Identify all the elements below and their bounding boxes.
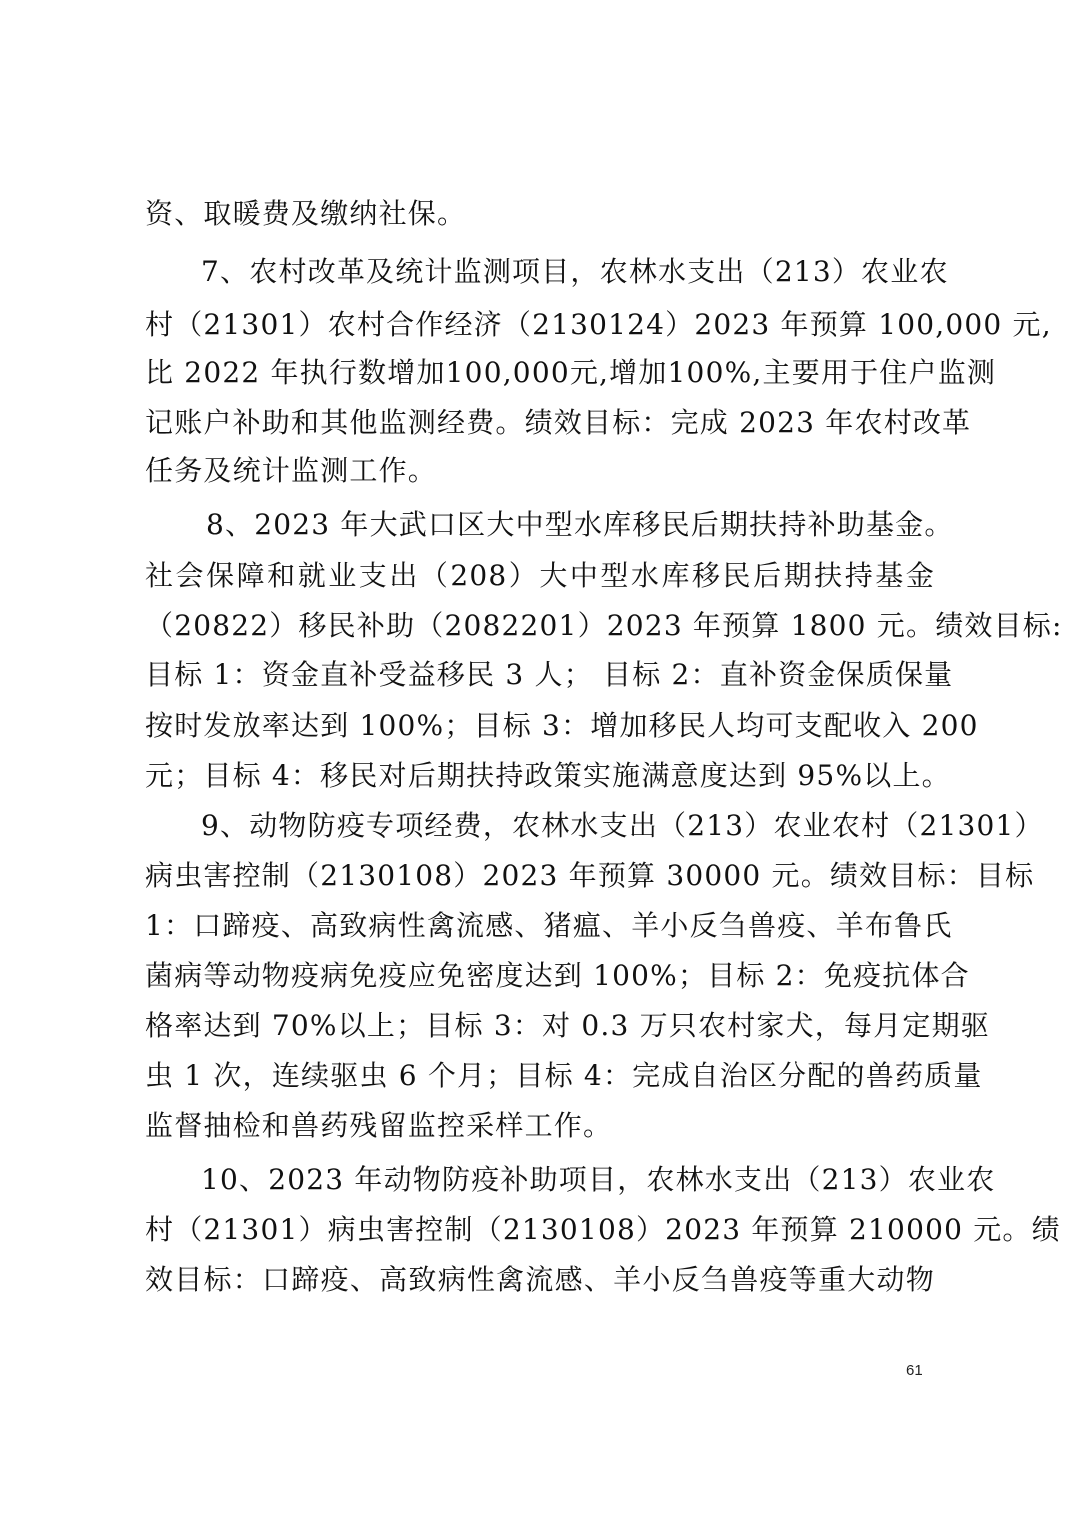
text-line: 资、取暖费及缴纳社保。 xyxy=(145,197,467,230)
text-line: 村（21301）病虫害控制（2130108）2023 年预算 210000 元。绩 xyxy=(145,1213,1061,1246)
text-line: 格率达到 70%以上；目标 3：对 0.3 万只农村家犬，每月定期驱 xyxy=(145,1009,990,1042)
text-line: 8、2023 年大武口区大中型水库移民后期扶持补助基金。 xyxy=(206,508,954,541)
text-line: 1：口蹄疫、高致病性禽流感、猪瘟、羊小反刍兽疫、羊布鲁氏 xyxy=(145,909,953,942)
text-line: 7、农村改革及统计监测项目，农林水支出（213）农业农 xyxy=(201,255,949,288)
text-line: 任务及统计监测工作。 xyxy=(145,454,438,487)
text-line: 效目标：口蹄疫、高致病性禽流感、羊小反刍兽疫等重大动物 xyxy=(145,1263,935,1296)
text-line: 按时发放率达到 100%；目标 3：增加移民人均可支配收入 200 xyxy=(145,709,979,742)
text-line: （20822）移民补助（2082201）2023 年预算 1800 元。绩效目标: xyxy=(145,609,1063,642)
text-line: 元；目标 4：移民对后期扶持政策实施满意度达到 95%以上。 xyxy=(145,759,951,792)
text-line: 社会保障和就业支出（208）大中型水库移民后期扶持基金 xyxy=(145,559,935,592)
text-line: 目标 1：资金直补受益移民 3 人； 目标 2：直补资金保质保量 xyxy=(145,658,954,691)
text-line: 记账户补助和其他监测经费。绩效目标：完成 2023 年农村改革 xyxy=(145,406,972,439)
text-line: 菌病等动物疫病免疫应免密度达到 100%；目标 2：免疫抗体合 xyxy=(145,959,970,992)
text-line: 9、动物防疫专项经费，农林水支出（213）农业农村（21301） xyxy=(201,809,1044,842)
text-line: 村（21301）农村合作经济（2130124）2023 年预算 100,000 元, xyxy=(145,308,1052,341)
text-line: 虫 1 次，连续驱虫 6 个月；目标 4：完成自治区分配的兽药质量 xyxy=(145,1059,983,1092)
page-number: 61 xyxy=(906,1362,923,1379)
text-line: 10、2023 年动物防疫补助项目，农林水支出（213）农业农 xyxy=(201,1163,996,1196)
text-line: 病虫害控制（2130108）2023 年预算 30000 元。绩效目标：目标 xyxy=(145,859,1035,892)
text-line: 比 2022 年执行数增加100,000元,增加100%,主要用于住户监测 xyxy=(145,356,997,389)
text-line: 监督抽检和兽药残留监控采样工作。 xyxy=(145,1109,613,1142)
